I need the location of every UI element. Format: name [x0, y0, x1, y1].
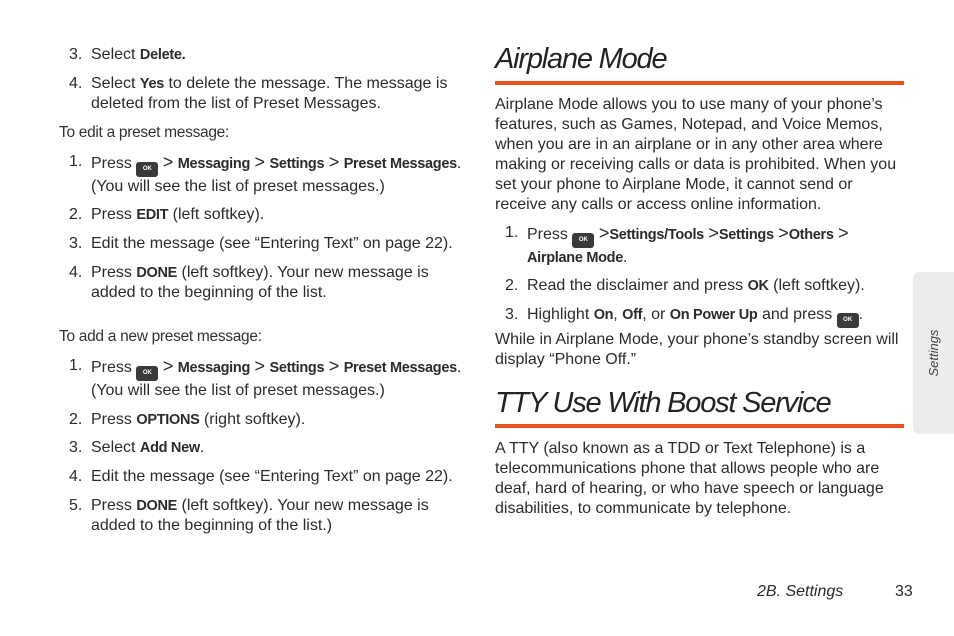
- ok-key-icon: OK: [136, 366, 158, 381]
- list-item: 2. Press EDIT (left softkey).: [69, 206, 265, 223]
- footer-section-label: 2B. Settings: [757, 583, 844, 600]
- list-item: 4. Press DONE (left softkey). Your new message is added to the beginning of the list.: [69, 264, 429, 301]
- edit-preset-intro: To edit a preset message:: [59, 124, 229, 141]
- heading-rule: [495, 424, 904, 428]
- side-tab-label: Settings: [925, 329, 941, 377]
- airplane-mode-steps: [495, 223, 905, 328]
- tty-heading: TTY Use With Boost Service: [495, 387, 831, 419]
- edit-preset-steps: [59, 152, 471, 303]
- add-preset-steps: [59, 356, 471, 536]
- heading-rule: [495, 81, 904, 85]
- section-side-tab: [913, 272, 954, 434]
- list-item: 3. Select Add New.: [69, 439, 205, 456]
- list-item: 4. Edit the message (see “Entering Text” on page 22).: [69, 468, 453, 485]
- airplane-mode-note: While in Airplane Mode, your phone’s standby screen will display “Phone Off.”: [495, 331, 899, 368]
- list-item: 1. Press OK > Messaging > Settings > Preset Messages. (You will see the list of preset messages.): [69, 152, 462, 195]
- tty-body: A TTY (also known as a TDD or Text Telephone) is a telecommunications phone that allows people who are deaf, hard of hearing, or who have speech or language disabilities, to communicate by telephone.: [495, 440, 884, 517]
- ok-key-icon: OK: [572, 233, 594, 248]
- list-item: 3. Edit the message (see “Entering Text” on page 22).: [69, 235, 453, 252]
- list-item: 1. Press OK >Settings/Tools >Settings >Others > Airplane Mode.: [505, 223, 849, 266]
- list-item: 5. Press DONE (left softkey). Your new message is added to the beginning of the list.): [69, 497, 429, 534]
- airplane-mode-body: Airplane Mode allows you to use many of your phone’s features, such as Games, Notepad, and Voice Memos, when you are in an airplane or in any other area where making or receiving calls or data is prohibited. When you set your phone to Airplane Mode, it cannot send or receive any calls or access online information.: [495, 96, 897, 213]
- list-item: 4. Select Yes to delete the message. The message is deleted from the list of Preset Messages.: [69, 75, 448, 112]
- airplane-mode-heading: Airplane Mode: [495, 43, 667, 75]
- ok-key-icon: OK: [837, 313, 859, 328]
- delete-steps: [59, 45, 471, 114]
- list-item: 1. Press OK > Messaging > Settings > Preset Messages. (You will see the list of preset messages.): [69, 356, 462, 399]
- add-preset-intro: To add a new preset message:: [59, 328, 262, 345]
- page-number: 33: [895, 583, 913, 600]
- list-item: 3. Highlight On, Off, or On Power Up and press OK .: [495, 305, 905, 328]
- list-item: 2. Read the disclaimer and press OK (left softkey).: [505, 277, 865, 294]
- list-item: 2. Press OPTIONS (right softkey).: [69, 411, 306, 428]
- ok-key-icon: OK: [136, 162, 158, 177]
- list-item: 3. Select Delete.: [69, 46, 186, 63]
